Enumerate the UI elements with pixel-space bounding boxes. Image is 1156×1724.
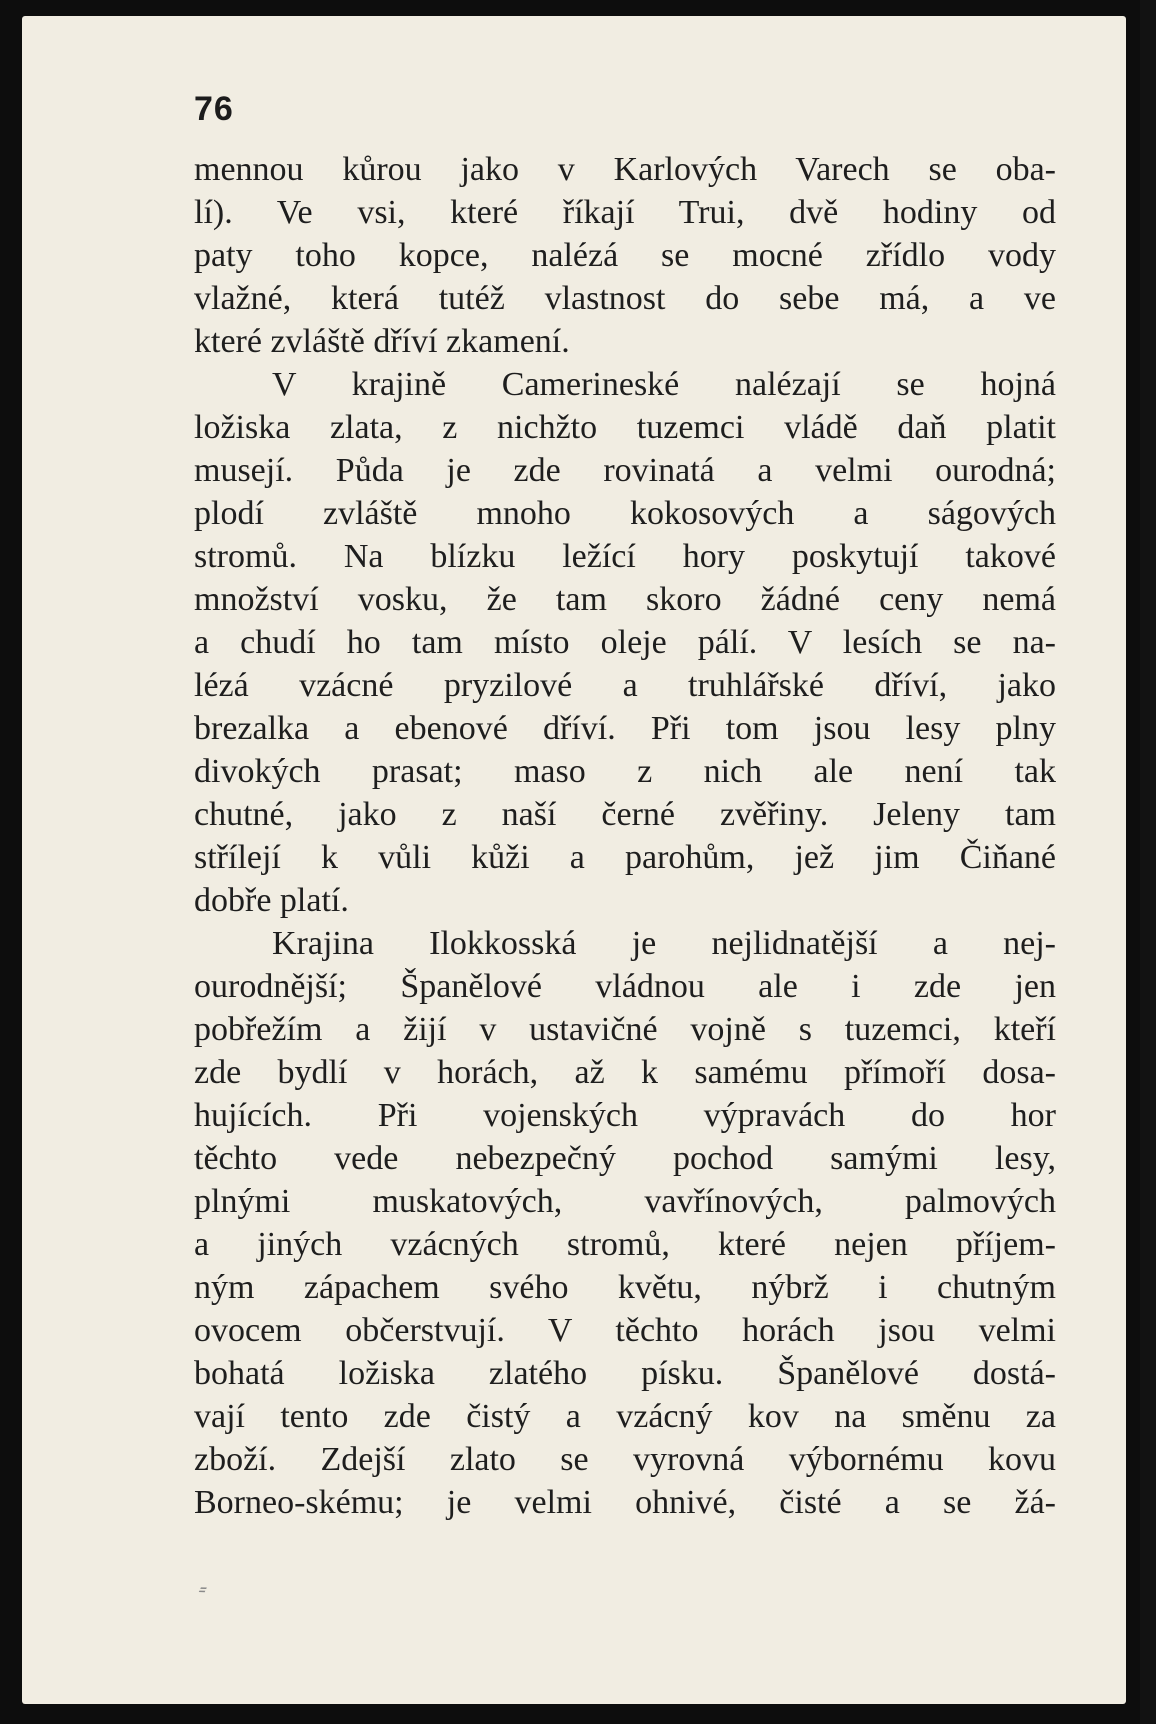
text-line: ovocem občerstvují. V těchto horách jsou velmi	[194, 1312, 1056, 1349]
text-line: a jiných vzácných stromů, které nejen příjem-	[194, 1226, 1056, 1263]
text-line: divokých prasat; maso z nich ale není tak	[194, 753, 1056, 790]
scan-edge	[1140, 0, 1156, 1724]
margin-mark: ⸗	[195, 1575, 212, 1601]
text-line: bohatá ložiska zlatého písku. Španělové dostá-	[194, 1355, 1056, 1392]
text-line: stromů. Na blízku ležící hory poskytují takové	[194, 538, 1056, 575]
text-line: množství vosku, že tam skoro žádné ceny nemá	[194, 581, 1056, 618]
page-number: 76	[194, 90, 234, 128]
text-line: Borneo-skému; je velmi ohnivé, čisté a se žá-	[194, 1484, 1056, 1521]
text-line: zde bydlí v horách, až k samému přímoří dosa-	[194, 1054, 1056, 1091]
text-line: brezalka a ebenové dříví. Při tom jsou lesy plny	[194, 710, 1056, 747]
text-line: lézá vzácné pryzilové a truhlářské dříví, jako	[194, 667, 1056, 704]
text-line: a chudí ho tam místo oleje pálí. V lesích se na-	[194, 624, 1056, 661]
text-line: musejí. Půda je zde rovinatá a velmi ourodná;	[194, 452, 1056, 489]
text-line: střílejí k vůli kůži a parohům, jež jim Čiňané	[194, 839, 1056, 876]
text-line: hujících. Při vojenských výpravách do hor	[194, 1097, 1056, 1134]
text-line: paty toho kopce, nalézá se mocné zřídlo vody	[194, 237, 1056, 274]
text-line: ložiska zlata, z nichžto tuzemci vládě daň platit	[194, 409, 1056, 446]
text-line: ným zápachem svého květu, nýbrž i chutným	[194, 1269, 1056, 1306]
body-text	[194, 148, 1056, 1524]
text-line: ourodnější; Španělové vládnou ale i zde jen	[194, 968, 1056, 1005]
text-line: lí). Ve vsi, které říkají Trui, dvě hodiny od	[194, 194, 1056, 231]
text-line: vají tento zde čistý a vzácný kov na směnu za	[194, 1398, 1056, 1435]
text-line: Krajina Ilokkosská je nejlidnatější a nej-	[272, 925, 1056, 962]
text-line: vlažné, která tutéž vlastnost do sebe má, a ve	[194, 280, 1056, 317]
text-line: plodí zvláště mnoho kokosových a ságových	[194, 495, 1056, 532]
text-line: dobře platí.	[194, 882, 349, 919]
text-line: V krajině Camerineské nalézají se hojná	[272, 366, 1056, 403]
text-line: těchto vede nebezpečný pochod samými lesy,	[194, 1140, 1056, 1177]
text-line: zboží. Zdejší zlato se vyrovná výbornému kovu	[194, 1441, 1056, 1478]
text-line: chutné, jako z naší černé zvěřiny. Jeleny tam	[194, 796, 1056, 833]
text-line: mennou kůrou jako v Karlových Varech se oba-	[194, 151, 1056, 188]
book-page	[22, 16, 1126, 1704]
text-line: které zvláště dříví zkamení.	[194, 323, 570, 360]
text-line: pobřežím a žijí v ustavičné vojně s tuzemci, kteří	[194, 1011, 1056, 1048]
text-line: plnými muskatových, vavřínových, palmových	[194, 1183, 1056, 1220]
